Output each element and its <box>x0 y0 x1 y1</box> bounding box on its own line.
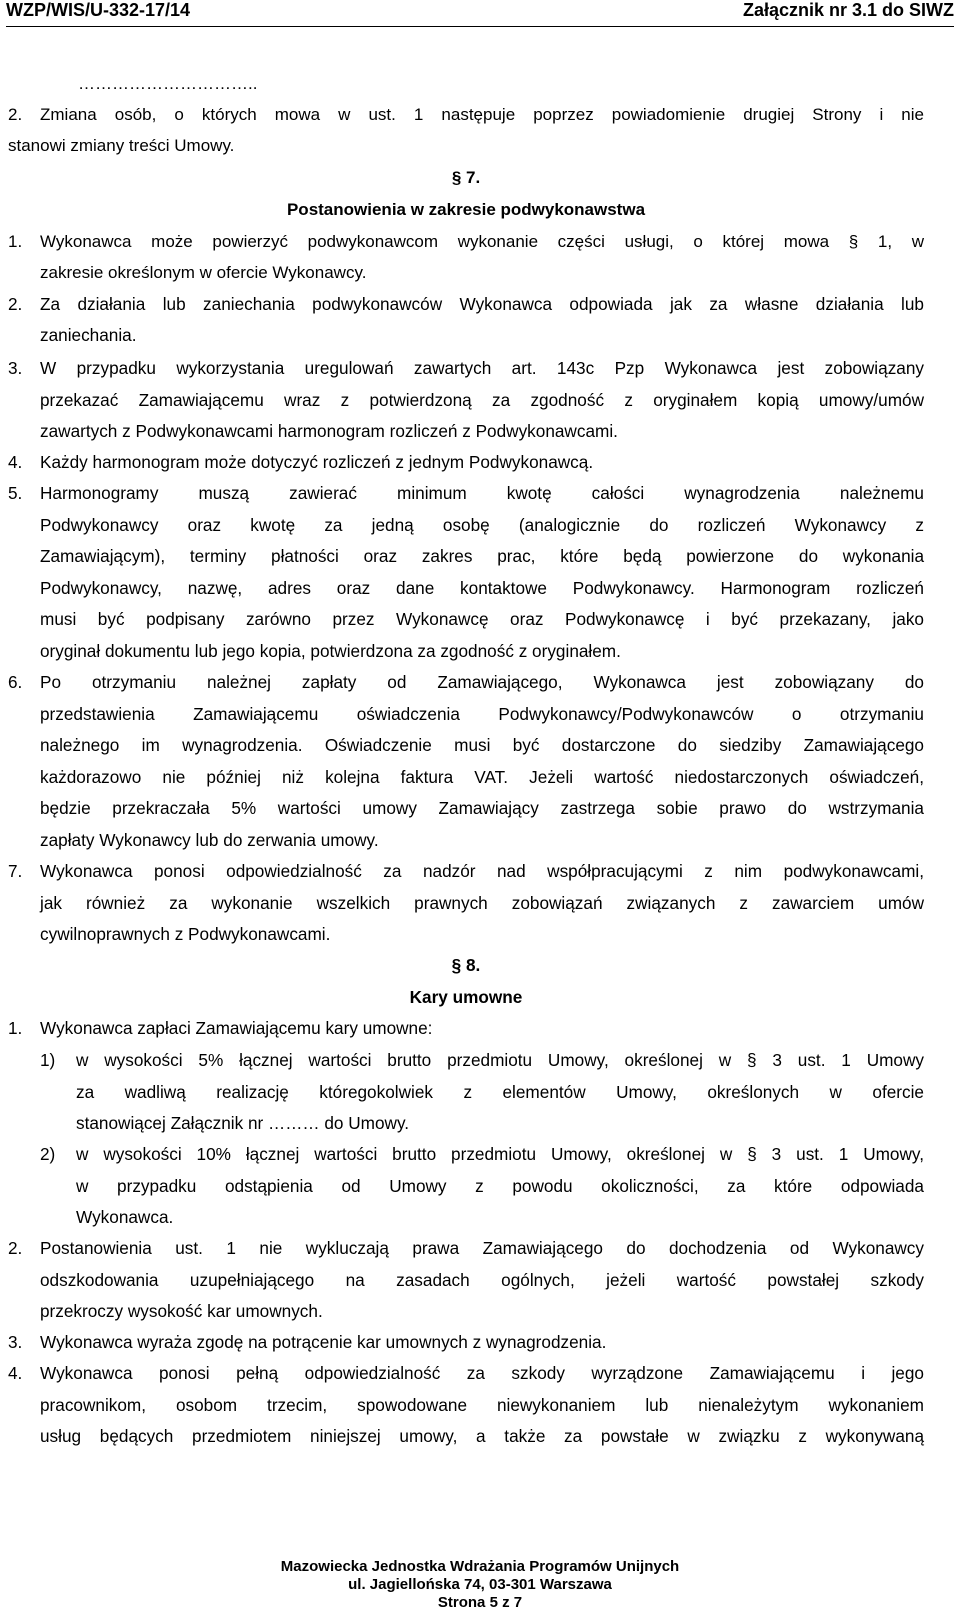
item-line: Zmiana osób, o których mowa w ust. 1 następuje poprzez powiadomienie drugiej Strony i nie <box>40 105 924 124</box>
section-8-title: Kary umowne <box>409 987 523 1007</box>
page-number: Strona 5 z 7 <box>437 1594 523 1611</box>
item-line: Wykonawca. <box>76 1207 174 1228</box>
item-line: pracownikom, osobom trzecim, spowodowane niewykonaniem lub nienależytym wykonaniem <box>40 1394 924 1415</box>
s7-item-2 <box>8 289 924 351</box>
item-line: Wykonawca ponosi odpowiedzialność za nadzór nad współpracującymi z nim podwykonawcami, <box>40 861 924 881</box>
item-number: 2. <box>8 1238 23 1258</box>
item-line: musi być podpisany zarówno przez Wykonawcę oraz Podwykonawcę i być przekazany, jako <box>40 609 924 630</box>
item-line: Wykonawca może powierzyć podwykonawcom wykonanie części usługi, o której mowa § 1, w <box>40 232 924 251</box>
item-line: przekazać Zamawiającemu wraz z potwierdzoną za zgodność z oryginałem kopią umowy/umów <box>40 389 924 410</box>
item-number: 1. <box>8 232 23 251</box>
item-line: Podwykonawcy, nazwę, adres oraz dane kontaktowe Podwykonawcy. Harmonogram rozliczeń <box>40 577 924 598</box>
item-line: w przypadku odstąpienia od Umowy z powodu okoliczności, za które odpowiada <box>76 1175 924 1196</box>
s8-item-3 <box>8 1327 924 1358</box>
item-number: 3. <box>8 358 23 378</box>
item-number: 7. <box>8 861 23 881</box>
s8-item-2 <box>8 1233 924 1327</box>
item-line: W przypadku wykorzystania uregulowań zawartych art. 143c Pzp Wykonawca jest zobowiązany <box>40 358 924 378</box>
item-line: w wysokości 5% łącznej wartości brutto przedmiotu Umowy, określonej w § 3 ust. 1 Umowy <box>76 1050 924 1070</box>
s7-item-3 <box>8 353 924 447</box>
s7-item-1 <box>8 226 924 288</box>
item-number: 6. <box>8 672 23 692</box>
item-number: 1. <box>8 1018 23 1038</box>
item-line: zawartych z Podwykonawcami harmonogram rozliczeń z Podwykonawcami. <box>40 421 618 441</box>
item-line: zakresie określonym w ofercie Wykonawcy. <box>40 263 367 282</box>
s8-item-4 <box>8 1358 924 1452</box>
item-line: stanowiącej Załącznik nr ……… do Umowy. <box>76 1113 410 1134</box>
item-line: jak również za wykonanie wszelkich prawnych zobowiązań związanych z zawarciem umów <box>40 892 924 913</box>
item-line: Zamawiającym), terminy płatności oraz zakres prac, które będą powierzone do wykonania <box>40 546 924 567</box>
section-7-number: § 7. <box>451 168 481 187</box>
item-line: zaniechania. <box>40 325 137 345</box>
s7-item-4 <box>8 447 924 478</box>
item-line: Wykonawca zapłaci Zamawiającemu kary umowne: <box>40 1018 433 1038</box>
item-line: Po otrzymaniu należnej zapłaty od Zamawiającego, Wykonawca jest zobowiązany do <box>40 672 924 692</box>
section-7-title: Postanowienia w zakresie podwykonawstwa <box>286 200 646 219</box>
header-rule <box>6 26 954 27</box>
s7-item-5 <box>8 478 924 668</box>
document-reference: WZP/WIS/U-332-17/14 <box>6 0 191 20</box>
s8-item-1 <box>8 1013 924 1044</box>
item-line: należnego im wynagrodzenia. Oświadczenie musi być dostarczone do siedziby Zamawiającego <box>40 735 924 756</box>
item-line: Postanowienia ust. 1 nie wykluczają prawa Zamawiającego do dochodzenia od Wykonawcy <box>40 1238 924 1258</box>
item-number: 3. <box>8 1332 23 1352</box>
s7-item-6 <box>8 667 924 857</box>
intro-item-2 <box>8 99 924 161</box>
item-line: przedstawienia Zamawiającemu oświadczenia Podwykonawcy/Podwykonawców o otrzymaniu <box>40 703 924 724</box>
item-number: 2. <box>8 294 23 314</box>
attachment-label: Załącznik nr 3.1 do SIWZ <box>742 0 954 20</box>
item-line: będzie przekraczała 5% wartości umowy Zamawiający zastrzega sobie prawo do wstrzymania <box>40 798 924 819</box>
footer-organization: Mazowiecka Jednostka Wdrażania Programów Unijnych <box>280 1558 680 1575</box>
subitem-number: 2) <box>40 1144 56 1164</box>
item-line: w wysokości 10% łącznej wartości brutto przedmiotu Umowy, określonej w § 3 ust. 1 Umowy, <box>76 1144 924 1164</box>
section-8-number: § 8. <box>451 955 481 975</box>
item-number: 2. <box>8 105 23 124</box>
item-line: cywilnoprawnych z Podwykonawcami. <box>40 924 331 945</box>
footer-address: ul. Jagiellońska 74, 03-301 Warszawa <box>348 1576 612 1593</box>
item-line: każdorazowo nie później niż kolejna faktura VAT. Jeżeli wartość niedostarczonych oświadczeń, <box>40 766 924 787</box>
item-line: odszkodowania uzupełniającego na zasadach ogólnych, jeżeli wartość powstałej szkody <box>40 1269 924 1290</box>
item-line: za wadliwą realizację któregokolwiek z elementów Umowy, określonych w ofercie <box>76 1081 924 1102</box>
item-number: 4. <box>8 452 23 472</box>
item-line: Harmonogramy muszą zawierać minimum kwotę całości wynagrodzenia należnemu <box>40 483 924 503</box>
item-line: Za działania lub zaniechania podwykonawców Wykonawca odpowiada jak za własne działania lub <box>40 294 924 314</box>
s7-item-7 <box>8 856 924 950</box>
item-line: Wykonawca ponosi pełną odpowiedzialność za szkody wyrządzone Zamawiającemu i jego <box>40 1363 924 1383</box>
subitem-number: 1) <box>40 1050 56 1070</box>
item-number: 5. <box>8 483 23 503</box>
item-line: Wykonawca wyraża zgodę na potrącenie kar umownych z wynagrodzenia. <box>40 1332 607 1352</box>
s8-subitem-1 <box>8 1045 924 1139</box>
item-number: 4. <box>8 1363 23 1383</box>
item-line: Każdy harmonogram może dotyczyć rozliczeń z jednym Podwykonawcą. <box>40 452 594 472</box>
item-line: oryginał dokumentu lub jego kopia, potwierdzona za zgodność z oryginałem. <box>40 641 621 661</box>
item-line: przekroczy wysokość kar umownych. <box>40 1301 323 1322</box>
s8-subitem-2 <box>8 1139 924 1233</box>
item-line: zapłaty Wykonawcy lub do zerwania umowy. <box>40 830 379 850</box>
item-line: Podwykonawcy oraz kwotę za jedną osobę (analogicznie do rozliczeń Wykonawcy z <box>40 514 924 535</box>
omission-dots: ………………………….. <box>78 74 258 93</box>
item-line: stanowi zmiany treści Umowy. <box>8 136 235 155</box>
item-line: usług będących przedmiotem niniejszej umowy, a także za powstałe w związku z wykonywaną <box>40 1426 924 1447</box>
page-header <box>6 0 954 26</box>
